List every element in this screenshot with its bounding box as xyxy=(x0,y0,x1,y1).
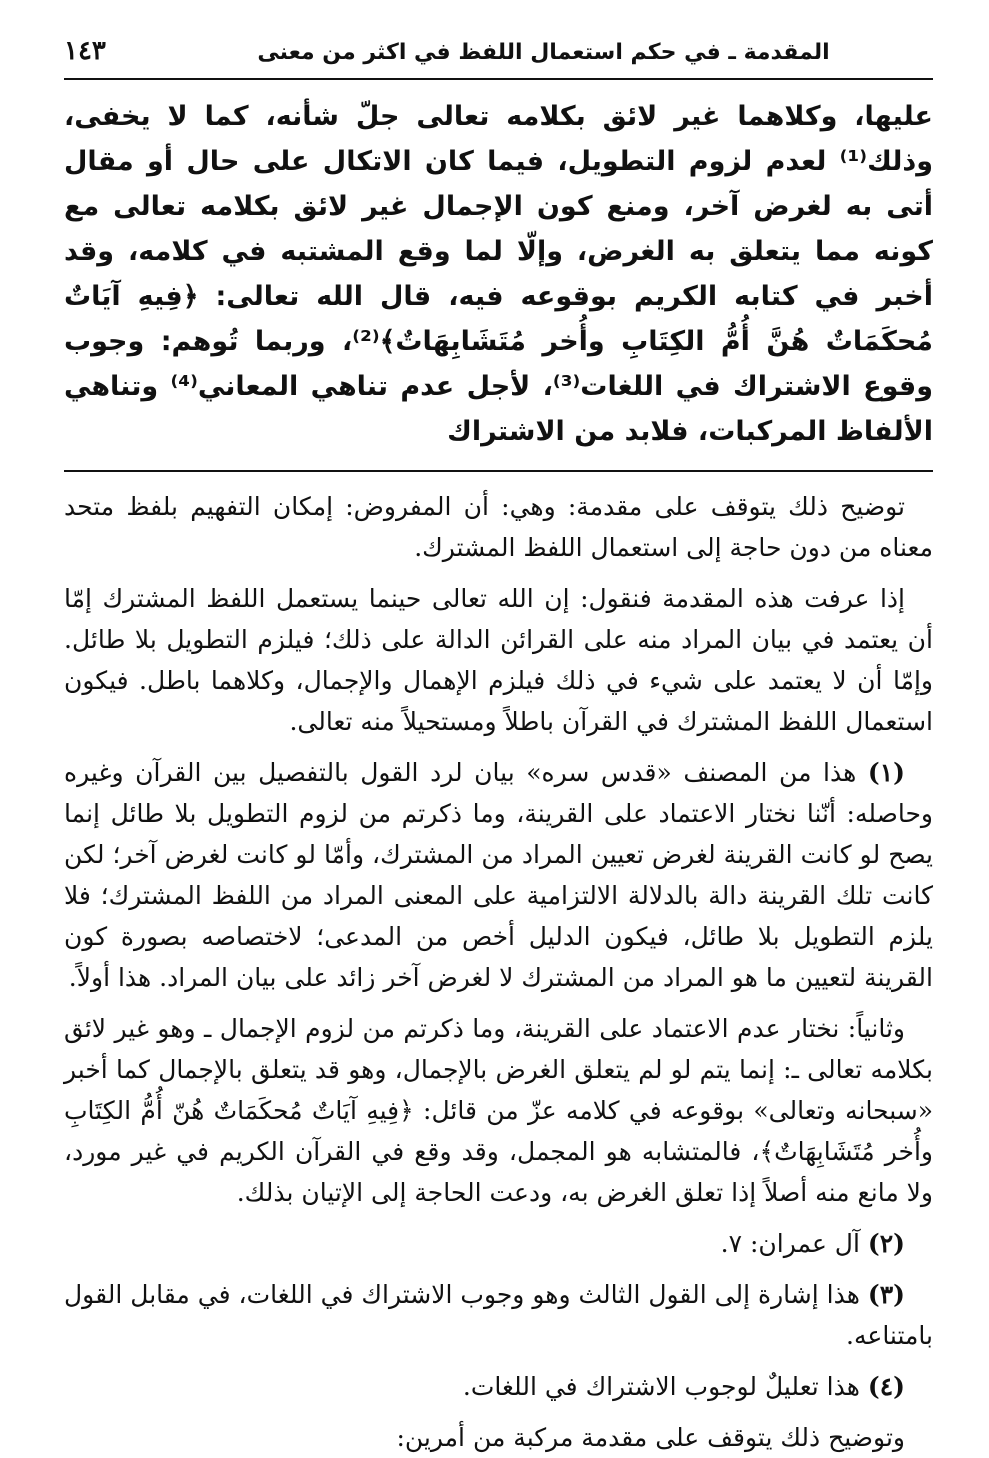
commentary-paragraph-text: توضيح ذلك يتوقف على مقدمة: وهي: أن المفروض: إمكان التفهيم بلفظ متحد معناه من دون حاجة إلى استعمال اللفظ المشترك. xyxy=(64,492,933,562)
footnote-label: (٤) xyxy=(867,1372,905,1401)
footnote-divider xyxy=(64,470,933,472)
commentary-paragraph xyxy=(64,1417,933,1458)
commentary-paragraph-text: وثانياً: نختار عدم الاعتماد على القرينة، وما ذكرتم من لزوم الإجمال ـ وهو غير لائق بكلامه تعالى ـ: إنما يتم لو لم يتعلق الغرض بالإجمال، وهو قد يتعلق بالإجمال كما أخبر «سبحانه وتعالى» بوقوعه في كلامه عزّ من قائل: ﴿فِيهِ آيَاتٌ مُحكَمَاتٌ هُنّ أُمُّ الكِتَابِ وأُخر مُتَشَابِهَاتٌ﴾، فالمتشابه هو المجمل، وقد وقع في القرآن الكريم في غير مورد، ولا مانع منه أصلاً إذا تعلق الغرض به، ودعت الحاجة إلى الإتيان بذلك. xyxy=(64,1014,933,1207)
footnote-2 xyxy=(64,1223,933,1264)
page-header xyxy=(64,36,933,80)
footnote-4 xyxy=(64,1366,933,1407)
footnote-label: (١) xyxy=(867,758,905,787)
main-text: عليها، وكلاهما غير لائق بكلامه تعالى جلّ شأنه، كما لا يخفى، وذلك⁽¹⁾ لعدم لزوم التطويل، فيما كان الاتكال على حال أو مقال أتى به لغرض آخر، ومنع كون الإجمال غير لائق بكلامه تعالى مع كونه مما يتعلق به الغرض، وإلّا لما وقع المشتبه في كلامه، وقد أخبر في كتابه الكريم بوقوعه فيه، قال الله تعالى: ﴿فِيهِ آيَاتٌ مُحكَمَاتٌ هُنَّ أُمُّ الكِتَابِ وأُخر مُتَشَابِهَاتٌ﴾⁽²⁾، وربما تُوهم: وجوب وقوع الاشتراك في اللغات⁽³⁾، لأجل عدم تناهي المعاني⁽⁴⁾ وتناهي الألفاظ المركبات، فلابد من الاشتراك xyxy=(64,101,933,447)
running-title: المقدمة ـ في حكم استعمال اللفظ في اكثر من معنى xyxy=(257,40,830,65)
footnote-3 xyxy=(64,1274,933,1356)
commentary-paragraph-text: إذا عرفت هذه المقدمة فنقول: إن الله تعالى حينما يستعمل اللفظ المشترك إمّا أن يعتمد في بيان المراد منه على القرائن الدالة على ذلك؛ فيلزم التطويل بلا طائل. وإمّا أن لا يعتمد على شيء في ذلك فيلزم الإهمال والإجمال، وكلاهما باطل. فيكون استعمال اللفظ المشترك في القرآن باطلاً ومستحيلاً منه تعالى. xyxy=(64,584,933,736)
footnote-text: هذا إشارة إلى القول الثالث وهو وجوب الاشتراك في اللغات، في مقابل القول بامتناعه. xyxy=(64,1280,933,1350)
footnote-label: (٢) xyxy=(867,1229,905,1258)
commentary-paragraph xyxy=(64,1008,933,1213)
commentary-paragraph-text: وتوضيح ذلك يتوقف على مقدمة مركبة من أمرين: xyxy=(396,1423,905,1452)
footnote-text: آل عمران: ٧. xyxy=(720,1229,860,1258)
commentary-paragraph xyxy=(64,578,933,742)
footnote-1 xyxy=(64,752,933,998)
page-number: ١٤٣ xyxy=(64,36,106,66)
commentary-section xyxy=(64,486,933,1458)
footnote-text: هذا من المصنف «قدس سره» بيان لرد القول بالتفصيل بين القرآن وغيره وحاصله: أنّنا نختار الاعتماد على القرينة، وما ذكرتم من لزوم التطويل بلا طائل إنما يصح لو كانت القرينة لغرض تعيين المراد من المشترك، وأمّا لو كانت لغرض آخر؛ لكن كانت تلك القرينة دالة بالدلالة الالتزامية على المعنى المراد من اللفظ المشترك؛ فلا يلزم التطويل بلا طائل، فيكون الدليل أخص من المدعى؛ لاختصاصه بصورة كون القرينة لتعيين ما هو المراد من المشترك لا لغرض آخر زائد على بيان المراد. هذا أولاً. xyxy=(64,758,933,992)
commentary-paragraph xyxy=(64,486,933,568)
footnote-text: هذا تعليلٌ لوجوب الاشتراك في اللغات. xyxy=(462,1372,860,1401)
footnote-label: (٣) xyxy=(867,1280,906,1309)
